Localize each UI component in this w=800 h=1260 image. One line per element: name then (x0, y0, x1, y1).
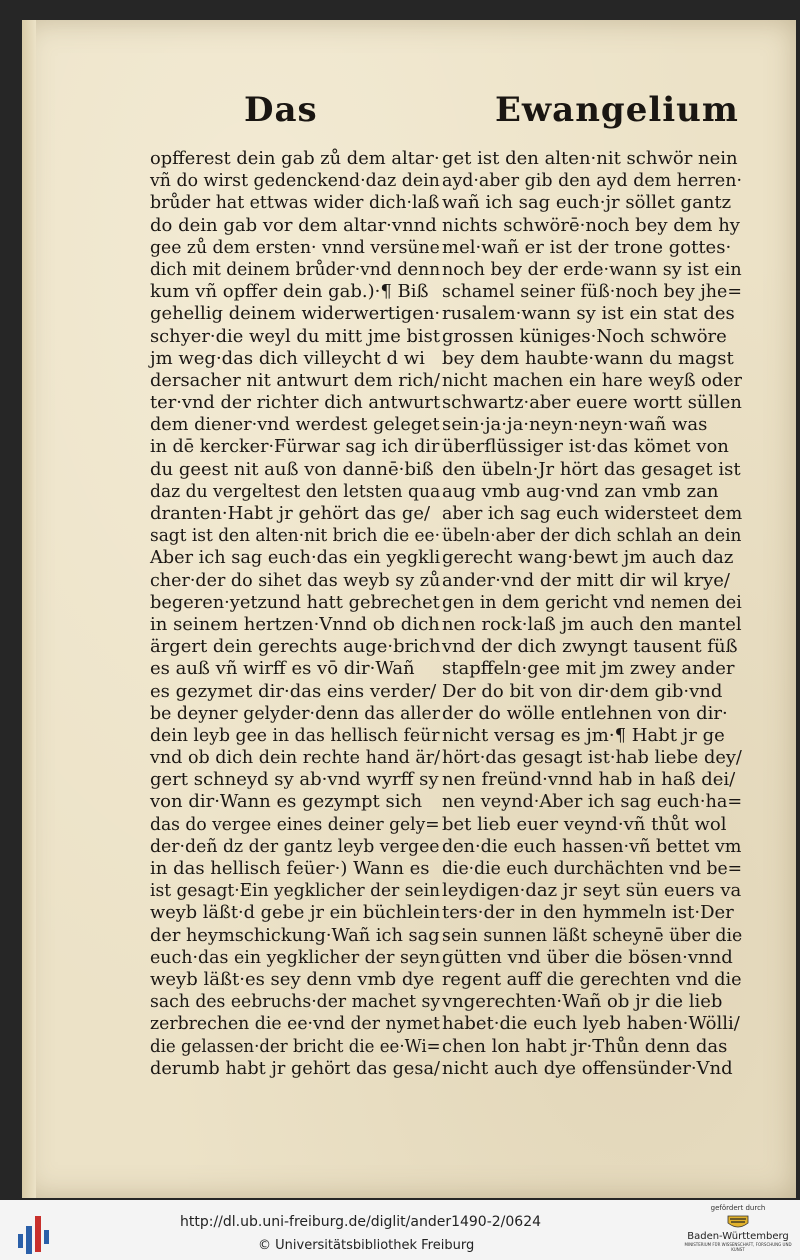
text-line: ärgert dein gerechts auge·brich (150, 636, 441, 658)
text-line: jm weg·das dich villeycht d wi (150, 347, 425, 369)
sponsor-badge[interactable] (682, 1204, 794, 1258)
text-line: von dir·Wann es gezympt sich (150, 791, 423, 813)
library-logo-icon (16, 1212, 54, 1256)
text-line: nicht versag es jm·¶ Habt jr ge (442, 724, 725, 746)
copyright-notice: © Universitätsbibliothek Freiburg (258, 1238, 475, 1253)
text-line: sein sunnen läßt scheynē über die (442, 924, 743, 946)
text-line: vnd der dich zwyngt tausent füß (442, 636, 738, 658)
text-line: Der do bit von dir·dem gib·vnd (442, 680, 723, 702)
text-line: begeren·yetzund hatt gebrechet (150, 591, 440, 613)
text-line: das do vergee eines deiner gely= (150, 813, 440, 835)
text-line: schamel seiner füß·noch bey jhe= (442, 281, 742, 303)
text-line: cher·der do sihet das weyb sy zů (150, 569, 441, 591)
text-line: gehellig deinem widerwertigen· (150, 303, 441, 325)
text-line: dich mit deinem brůder·vnd denn (150, 258, 441, 280)
text-line: Aber ich sag euch·das ein yegkli (150, 547, 441, 569)
text-line: ayd·aber gib den ayd dem herren· (442, 170, 743, 192)
text-line: vngerechten·Wañ ob jr die lieb (442, 991, 723, 1013)
text-line: kum vñ opffer dein gab.)·¶ Biß (150, 281, 429, 303)
text-line: derumb habt jr gehört das gesa/ (150, 1057, 440, 1079)
text-line: gütten vnd über die bösen·vnnd (442, 946, 733, 968)
text-line: sein·ja·ja·neyn·neyn·wañ was (442, 414, 708, 436)
text-line: euch·das ein yegklicher der seyn (150, 946, 441, 968)
text-line: den·die euch hassen·vñ bettet vm (442, 835, 742, 857)
text-line: überflüssiger ist·das kömet von (442, 436, 729, 458)
text-line: aber ich sag euch widersteet dem (442, 503, 743, 524)
text-line: be deyner gelyder·denn das aller (150, 702, 441, 724)
text-line: chen lon habt jr·Thůn denn das (442, 1035, 728, 1057)
text-line: dem diener·vnd werdest geleget (150, 414, 440, 436)
text-line: bey dem haubte·wann du magst (442, 347, 734, 369)
text-line: schwartz·aber euere wortt süllen (442, 392, 742, 414)
text-line: vñ do wirst gedenckend·daz dein (150, 170, 440, 192)
text-line: sagt ist den alten·nit brich die ee· (150, 525, 440, 547)
text-line: nicht machen ein hare weyß oder (442, 369, 742, 391)
text-line: ter·vnd der richter dich antwurt (150, 392, 441, 414)
text-line: dranten·Habt jr gehört das ge/ (150, 503, 431, 524)
viewer-footer (0, 1200, 800, 1260)
text-line: hört·das gesagt ist·hab liebe dey/ (442, 747, 742, 769)
coat-of-arms-icon (725, 1213, 751, 1231)
text-line: in seinem hertzen·Vnnd ob dich (150, 613, 440, 635)
permalink-url[interactable]: http://dl.ub.uni-freiburg.de/diglit/ander1490-2/0624 (180, 1214, 542, 1230)
sponsor-name: Baden-Württemberg (687, 1231, 789, 1242)
text-line: dersacher nit antwurt dem rich/ (150, 369, 440, 391)
text-line: nen freünd·vnnd hab in haß dei/ (442, 769, 736, 791)
text-line: der heymschickung·Wañ ich sag (150, 924, 440, 946)
text-line: weyb läßt·es sey denn vmb dye (150, 968, 435, 990)
text-line: bet lieb euer veynd·vñ thůt wol (442, 813, 727, 835)
text-line: der do wölle entlehnen von dir· (442, 702, 728, 724)
text-line: schyer·die weyl du mitt jme bist (150, 325, 441, 347)
text-line: rusalem·wann sy ist ein stat des (442, 303, 735, 325)
text-line: gee zů dem ersten· vnnd versüne (150, 236, 440, 258)
text-line: die gelassen·der bricht die ee·Wi= (150, 1035, 441, 1057)
text-line: ist gesagt·Ein yegklicher der sein (150, 880, 441, 902)
text-line: nichts schwörē·noch bey dem hy (442, 214, 740, 236)
page-edge (22, 20, 36, 1198)
book-page (22, 20, 796, 1198)
text-line: stapffeln·gee mit jm zwey ander (442, 658, 735, 680)
text-line: in das hellisch feüer·) Wann es (150, 858, 430, 879)
text-line: do dein gab vor dem altar·vnnd (150, 214, 437, 236)
text-line: aug vmb aug·vnd zan vmb zan (442, 480, 719, 502)
text-line: get ist den alten·nit schwör nein (442, 148, 738, 169)
text-line: nen rock·laß jm auch den mantel (442, 613, 742, 635)
text-line: brůder hat ettwas wider dich·laß (150, 192, 440, 214)
text-line: gen in dem gericht vnd nemen dei (442, 591, 742, 613)
sponsor-ministry: MINISTERIUM FÜR WISSENSCHAFT, FORSCHUNG UND KUNST (684, 1242, 792, 1252)
text-line: nicht auch dye offensünder·Vnd (442, 1057, 733, 1079)
text-line: übeln·aber der dich schlah an dein (442, 525, 742, 547)
text-line: in dē kercker·Fürwar sag ich dir (150, 436, 440, 458)
text-line: noch bey der erde·wann sy ist ein (442, 258, 742, 280)
text-line: vnd ob dich dein rechte hand är/ (150, 747, 441, 769)
text-line: es gezymet dir·das eins verder/ (150, 680, 437, 702)
text-line: dein leyb gee in das hellisch feür (150, 724, 440, 746)
text-line: du geest nit auß von dannē·biß (150, 458, 434, 480)
text-column-left (150, 148, 440, 1080)
text-line: zerbrechen die ee·vnd der nymet (150, 1013, 440, 1035)
text-line: gerecht wang·bewt jm auch daz (442, 547, 734, 569)
text-line: ander·vnd der mitt dir wil krye/ (442, 569, 730, 591)
sponsor-label: gefördert durch (710, 1204, 766, 1212)
running-head-right: Ewangelium (495, 90, 739, 130)
text-line: grossen küniges·Noch schwöre (442, 325, 727, 347)
text-line: gert schneyd sy ab·vnd wyrff sy (150, 769, 439, 791)
text-line: es auß vñ wirff es vō dir·Wañ (150, 658, 415, 680)
text-line: den übeln·Jr hört das gesaget ist (442, 458, 741, 480)
text-line: wañ ich sag euch·jr söllet gantz (442, 192, 732, 214)
text-line: habet·die euch lyeb haben·Wölli/ (442, 1013, 740, 1035)
text-column-right (442, 148, 742, 1080)
text-line: regent auff die gerechten vnd die (442, 968, 742, 990)
text-line: nen veynd·Aber ich sag euch·ha= (442, 791, 743, 813)
text-line: weyb läßt·d gebe jr ein büchlein (150, 902, 441, 924)
text-line: leydigen·daz jr seyt sün euers va (442, 880, 742, 902)
text-line: daz du vergeltest den letsten qua (150, 480, 441, 502)
text-line: opfferest dein gab zů dem altar· (150, 148, 440, 169)
text-line: mel·wañ er ist der trone gottes· (442, 236, 732, 258)
text-line: die·die euch durchächten vnd be= (442, 858, 743, 879)
running-head-left: Das (244, 90, 318, 130)
text-line: sach des eebruchs·der machet sy (150, 991, 441, 1013)
text-line: der·deñ dz der gantz leyb vergee (150, 835, 440, 857)
text-line: ters·der in den hymmeln ist·Der (442, 902, 734, 924)
